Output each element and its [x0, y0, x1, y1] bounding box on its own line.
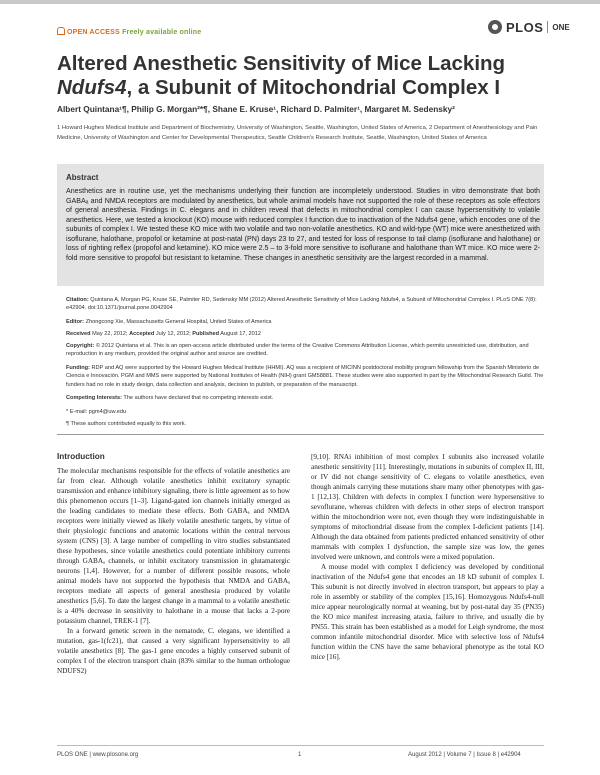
- open-lock-icon: [57, 27, 65, 35]
- page-number: 1: [298, 752, 302, 758]
- published-label: Published: [192, 331, 220, 337]
- affiliations: 1 Howard Hughes Medical Institute and Department of Biochemistry, University of Washington, Seattle, Washington, United States of America, 2 Department of Anesthesiology and Pain Medicine, University of Washington and Center for Developmental Therapeutics, Seattle Children's Research Institute, Seattle, Washington, United States of America: [57, 125, 538, 141]
- copyright: [66, 342, 544, 359]
- funding-text: RDP and AQ were supported by the Howard Hughes Medical Institute (HHMI). AQ was a recipient of MICINN postdoctoral mobility program fellowship from the Spanish Ministerio de Ciencia e Innovación. PGM and MMS were supported by National Institutes of Health (NIH) grant GM58881. These studies were also supported in part by the Mitochondrial Research Guild. The funders had no role in study design, data collection and analysis, decision to publish, or preparation of the manuscript.: [66, 365, 544, 388]
- accepted-label: Accepted: [129, 331, 155, 337]
- citation: [66, 296, 544, 313]
- competing-label: Competing Interests:: [66, 395, 122, 401]
- received-date: May 22, 2012;: [90, 331, 130, 337]
- corresponding-email[interactable]: * E-mail: pgm4@uw.edu: [66, 409, 127, 415]
- introduction-heading: Introduction: [57, 452, 105, 461]
- footer-divider: [57, 745, 544, 746]
- top-decorative-bar: [0, 0, 600, 4]
- article-title: [57, 52, 557, 100]
- divider: [57, 434, 544, 435]
- logo-suffix: ONE: [552, 22, 570, 32]
- editor-label: Editor:: [66, 319, 85, 325]
- funding: [66, 364, 544, 389]
- citation-label: Citation:: [66, 297, 89, 303]
- paragraph: [9,10]. RNAi inhibition of most complex I subunits also increased volatile anesthetic sensitivity [11]. Interestingly, mutations in subunits of complex II, III, or IV did not change sensitivity of C. elegans to volatile anesthetics, even though animals carrying these mutations share many other phenotypes with gas-1 [12,13]. Children with defects in complex I function were hypersensitive to sevoflurane, whereas children with defects in other steps of electron transport within the mitochondrion were not, even though they were indistinguishable in symptoms of mitochondrial disease from the complex I-deficient patients [14]. Although the data obtained from patients predicted enhanced sensitivity of other mammals with complex I dysfunction, the sample size was low, the genes involved were unknown, and controls were a mixed population.: [311, 453, 544, 561]
- access-label: ACCESS: [89, 29, 120, 36]
- title-main: Altered Anesthetic Sensitivity of Mice Lacking: [57, 52, 506, 75]
- accepted-date: July 12, 2012;: [154, 331, 193, 337]
- editor: [66, 318, 544, 326]
- paragraph: In a forward genetic screen in the nematode, C. elegans, we identified a mutation, gas-1(fc21), that caused a very significant hypersensitivity to all volatile anesthetics [8]. The gas-1 gene encodes a highly conserved subunit of complex I of the electron transport chain (83% similar to the human orthologue NDUFS2): [57, 627, 290, 675]
- plos-one-logo[interactable]: [488, 19, 570, 35]
- abstract-heading: Abstract: [66, 173, 99, 182]
- right-column: [311, 452, 544, 662]
- footer-issue: August 2012 | Volume 7 | Issue 8 | e42904: [408, 752, 521, 758]
- editor-text: Zhongcong Xie, Massachusetts General Hospital, United States of America: [84, 319, 272, 325]
- plos-logo-icon: [488, 20, 502, 34]
- open-access-badge: [57, 27, 201, 36]
- competing-interests: [66, 394, 544, 402]
- left-column: [57, 466, 290, 676]
- copyright-text: © 2012 Quintana et al. This is an open-access article distributed under the terms of the Creative Commons Attribution License, which permits unrestricted use, distribution, and reproduction in any medium, provided the original author and source are credited.: [66, 343, 529, 358]
- logo-separator: [547, 21, 548, 33]
- author-list: Albert Quintana¹¶, Philip G. Morgan²*¶, Shane E. Kruse¹, Richard D. Palmiter¹, Margaret M. Sedensky²: [57, 104, 455, 114]
- freely-available-label: Freely available online: [122, 29, 202, 36]
- received-label: Received: [66, 331, 91, 337]
- paragraph: A mouse model with complex I deficiency was developed by conditional inactivation of the Ndufs4 gene that encodes an 18 kD subunit of complex I. This subunit is not directly involved in electron transport, but appears to play a role in assembly or stability of the complex [15,16]. Homozygous Ndufs4-null mice appear neurologically normal at weaning, but by post-natal day 35 (PN35) the KO mice manifest increasing ataxia, failure to thrive, and usually die by PN55. This strain has been established as a model for Leigh syndrome, the most common infantile mitochondrial disorder. Mice with selective loss of Ndufs4 function within the CNS have the same behavioral phenotype as the total KO mice [16].: [311, 563, 544, 661]
- equal-contribution-note: ¶ These authors contributed equally to this work.: [66, 421, 187, 427]
- open-label: OPEN: [67, 29, 88, 36]
- funding-label: Funding:: [66, 365, 90, 371]
- abstract-text: Anesthetics are in routine use, yet the mechanisms underlying their function are incompletely understood. Studies in vitro demonstrate that both GABAₐ and NMDA receptors are modulated by anesthetics, but whole animal models have not supported the role of these receptors as sole effectors of general anesthesia. Findings in C. elegans and in children reveal that defects in mitochondrial complex I can cause hypersensitivity to volatile anesthetics. Here, we tested a knockout (KO) mouse with reduced complex I function due to inactivation of the Ndufs4 gene, which encodes one of the subunits of complex I. We tested these KO mice with two volatile and two non-volatile anesthetics. KO and wild-type (WT) mice were anesthetized with isoflurane, halothane, propofol or ketamine at post-natal (PN) days 23 to 27, and tested for loss of response to tail clamp (isoflurane and halothane) or loss of righting reflex (propofol and ketamine). KO mice were 2.5 – to 3-fold more sensitive to isoflurane and halothane than WT mice. KO mice were 2-fold more sensitive to propofol but resistant to ketamine. These changes in anesthetic sensitivity are the largest recorded in a mammal.: [66, 187, 540, 262]
- copyright-label: Copyright:: [66, 343, 95, 349]
- dates: [66, 330, 544, 338]
- footer-journal[interactable]: PLOS ONE | www.plosone.org: [57, 752, 139, 758]
- title-gene: Ndufs4: [57, 76, 127, 99]
- title-rest: , a Subunit of Mitochondrial Complex I: [126, 76, 501, 99]
- paragraph: The molecular mechanisms responsible for the effects of volatile anesthetics are far from clear. Although volatile anesthetics inhibit excitatory synaptic transmission and enhance inhibitory signaling, there is little agreement as to how this phenomenon occurs [1–3]. Ligand-gated ion channels initially emerged as the leading candidates to mediate these effects. Both GABAₐ and NMDA receptors were initially viewed as likely volatile anesthetic targets, by virtue of their physiologic functions and anatomic locations within the central nervous system (CNS) [3]. A large number of compelling in vitro studies substantiated these hypotheses, since volatile anesthetics could potentiate inhibitory currents through GABAₐ channels, or inhibit excitatory transmission in glutamatergic neurons [1,4]. However, for a number of different possible reasons, whole animal models have not supported the hypothesis that NMDA and GABAₐ receptors mediate all aspects of general anesthesia produced by volatile anesthetics [5,6]. To date the largest change in a mammal to a volatile anesthetic is a 40% decrease in sensitivity to halothane in a mouse that lacks a 2-pore potassium channel, TREK-1 [7].: [57, 467, 290, 625]
- logo-text: PLOS: [506, 19, 544, 35]
- published-date: August 17, 2012: [219, 331, 262, 337]
- citation-text: Quintana A, Morgan PG, Kruse SE, Palmiter RD, Sedensky MM (2012) Altered Anesthetic Sensitivity of Mice Lacking Ndufs4, a Subunit of Mitochondrial Complex I. PLoS ONE 7(8): e42904. doi:10.1371/journal.pone.0042904: [66, 297, 537, 312]
- competing-text: The authors have declared that no competing interests exist.: [121, 395, 274, 401]
